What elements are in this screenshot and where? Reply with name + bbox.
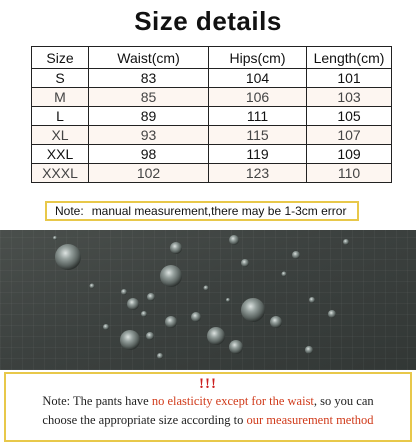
cell-size: L	[32, 107, 89, 126]
table-row	[32, 88, 392, 107]
cell-waist: 93	[89, 126, 209, 145]
cell-size: XL	[32, 126, 89, 145]
cell-waist: 102	[89, 164, 209, 183]
cell-hips: 119	[209, 145, 307, 164]
measurement-note	[45, 201, 359, 221]
header-hips: Hips(cm)	[209, 47, 307, 69]
cell-hips: 111	[209, 107, 307, 126]
cell-size: S	[32, 69, 89, 88]
header-size: Size	[32, 47, 89, 69]
note-line-1	[6, 392, 410, 411]
cell-waist: 83	[89, 69, 209, 88]
table-row	[32, 107, 392, 126]
cell-waist: 89	[89, 107, 209, 126]
cell-hips: 106	[209, 88, 307, 107]
cell-length: 109	[307, 145, 392, 164]
table-row	[32, 126, 392, 145]
water-drops-graphic	[0, 230, 416, 370]
note-line-1-suffix: , so you can	[313, 394, 374, 408]
header-waist: Waist(cm)	[89, 47, 209, 69]
note-line-2-highlight: our measurement method	[246, 413, 374, 427]
note-line-1-highlight: no elasticity except for the waist	[151, 394, 314, 408]
cell-waist: 85	[89, 88, 209, 107]
table-row	[32, 69, 392, 88]
note-line-1-prefix: Note: The pants have	[42, 394, 152, 408]
cell-size: XXL	[32, 145, 89, 164]
cell-length: 110	[307, 164, 392, 183]
table-header-row	[32, 47, 392, 69]
note-text: manual measurement,there may be 1-3cm error	[91, 204, 347, 218]
table-row	[32, 164, 392, 183]
cell-hips: 115	[209, 126, 307, 145]
cell-size: XXXL	[32, 164, 89, 183]
cell-length: 103	[307, 88, 392, 107]
note-line-2	[6, 411, 410, 430]
cell-hips: 123	[209, 164, 307, 183]
alert-marks: !!!	[199, 376, 217, 392]
cell-hips: 104	[209, 69, 307, 88]
cell-waist: 98	[89, 145, 209, 164]
page-title: Size details	[134, 6, 282, 36]
table-row	[32, 145, 392, 164]
cell-length: 101	[307, 69, 392, 88]
cell-size: M	[32, 88, 89, 107]
size-table	[31, 46, 392, 183]
note-line-2-prefix: choose the appropriate size according to	[42, 413, 247, 427]
cell-length: 105	[307, 107, 392, 126]
header-length: Length(cm)	[307, 47, 392, 69]
cell-length: 107	[307, 126, 392, 145]
elasticity-note	[4, 372, 412, 442]
note-label: Note:	[55, 204, 84, 218]
fabric-water-drops-photo	[0, 230, 416, 370]
